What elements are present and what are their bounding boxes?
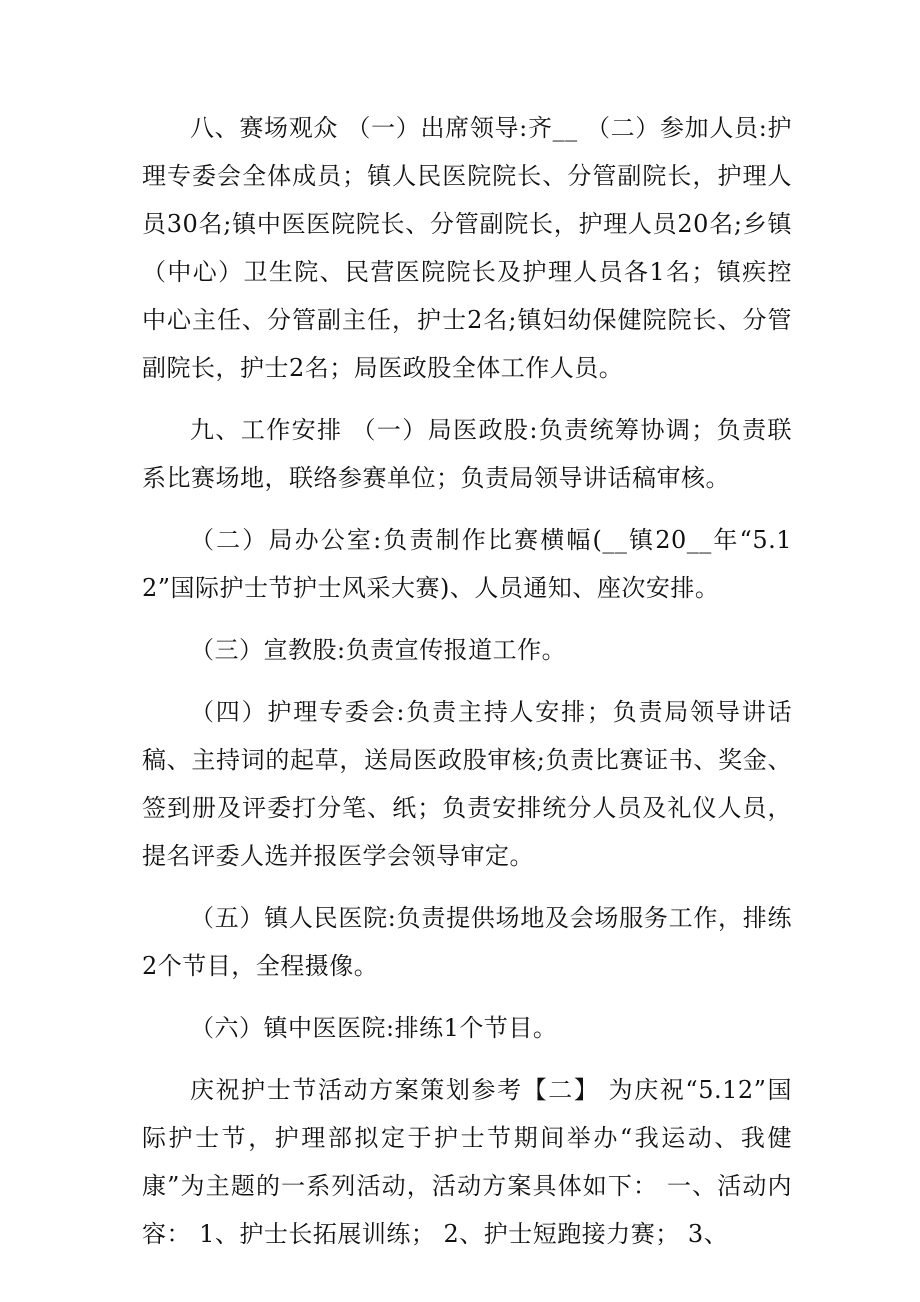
- paragraph-plan-two-intro: 庆祝护士节活动方案策划参考【二】 为庆祝“5.12”国际护士节，护理部拟定于护士节期间举办“我运动、我健康”为主题的一系列活动，活动方案具体如下： 一、活动内容： 1、护士长拓展训练； 2、护士短跑接力赛； 3、: [142, 1076, 792, 1248]
- paragraph-peoples-hospital-duties: （五）镇人民医院:负责提供场地及会场服务工作，排练2个节目，全程摄像。: [142, 904, 792, 980]
- paragraph-work-arrangement: 九、工作安排 （一）局医政股:负责统筹协调；负责联系比赛场地，联络参赛单位；负责局领导讲话稿审核。: [142, 416, 792, 492]
- paragraph-audience: 八、赛场观众 （一）出席领导:齐__ （二）参加人员:护理专委会全体成员；镇人民医院院长、分管副院长，护理人员30名;镇中医医院院长、分管副院长，护理人员20名;乡镇（中心）卫生院、民营医院院长及护理人员各1名；镇疾控中心主任、分管副主任，护士2名;镇妇幼保健院院长、分管副院长，护士2名；局医政股全体工作人员。: [142, 114, 792, 382]
- paragraph-office-duties: （二）局办公室:负责制作比赛横幅(__镇20__年“5.12”国际护士节护士风采大赛)、人员通知、座次安排。: [142, 526, 792, 602]
- paragraph-publicity-duties: （三）宣教股:负责宣传报道工作。: [190, 636, 567, 664]
- paragraph-tcm-hospital-duties: （六）镇中医医院:排练1个节目。: [190, 1014, 558, 1042]
- paragraph-nursing-committee-duties: （四）护理专委会:负责主持人安排；负责局领导讲话稿、主持词的起草，送局医政股审核;负责比赛证书、奖金、签到册及评委打分笔、纸；负责安排统分人员及礼仪人员，提名评委人选并报医学会领导审定。: [142, 698, 792, 870]
- document-body: [142, 104, 792, 1262]
